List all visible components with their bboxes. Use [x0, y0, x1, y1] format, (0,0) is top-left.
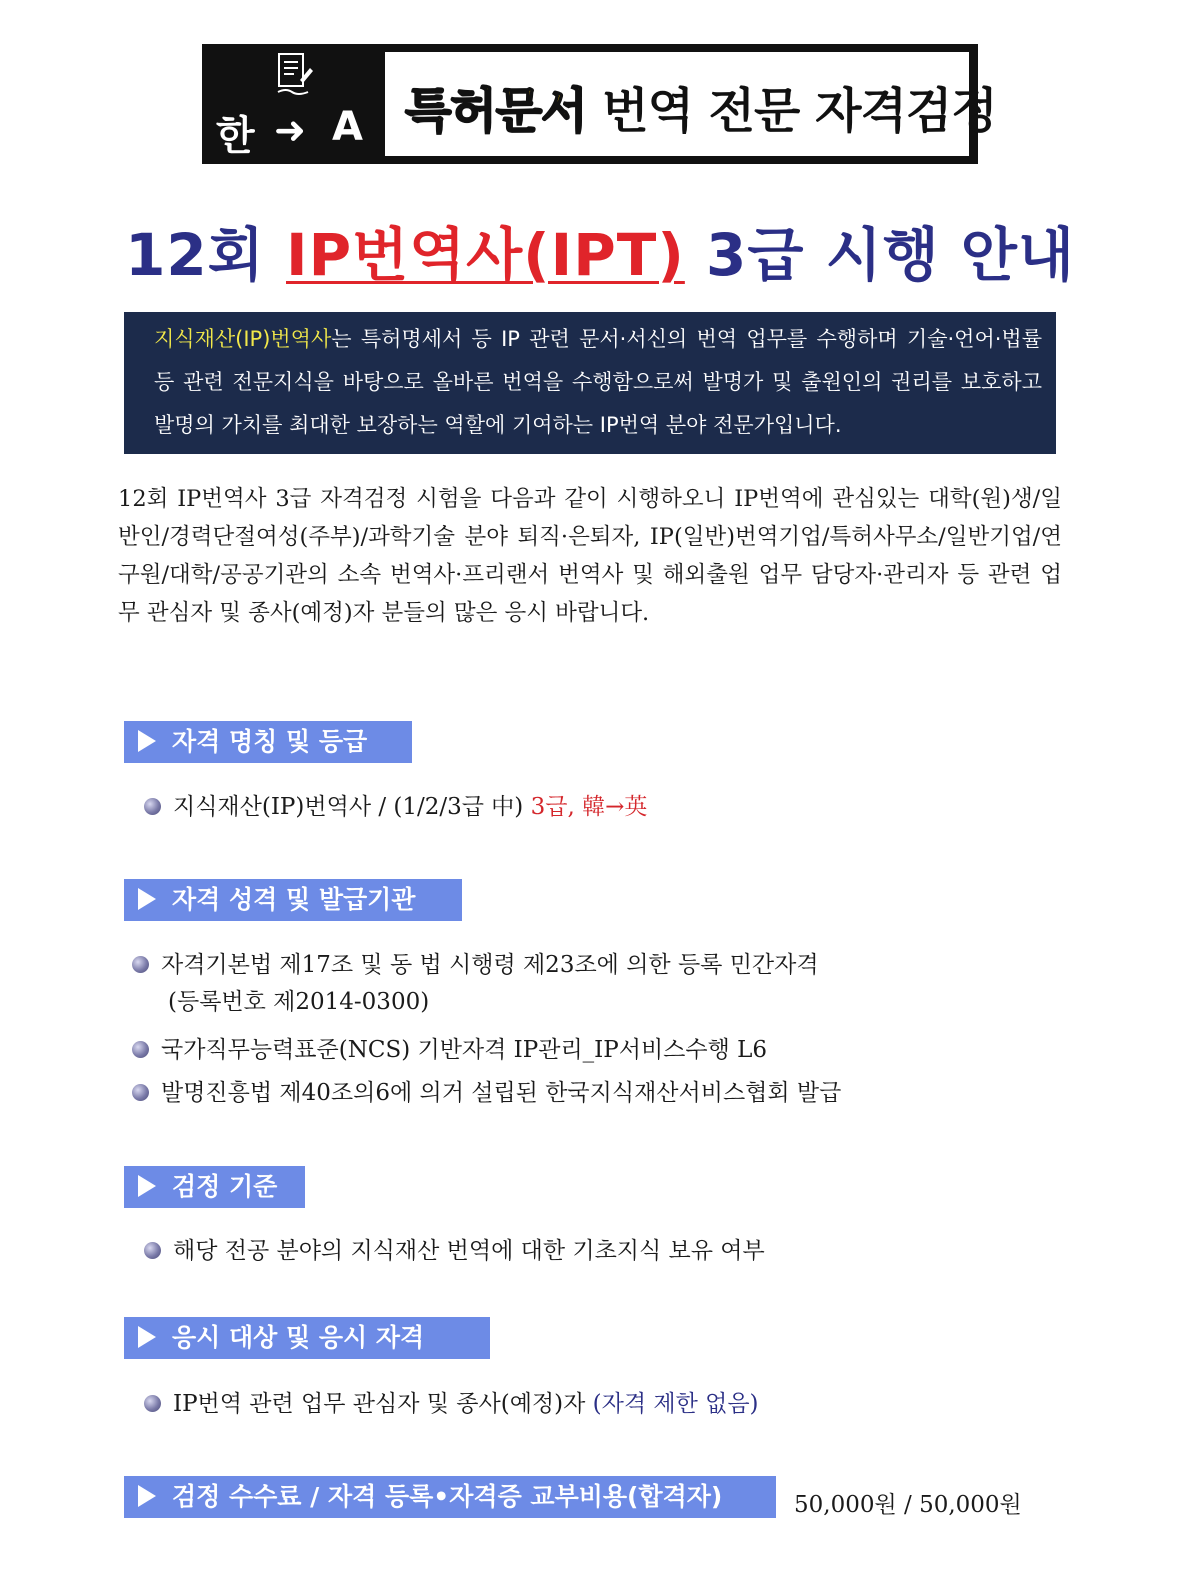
list-item-red-text: 3급, 韓→英	[530, 794, 648, 820]
list-item-text: IP번역 관련 업무 관심자 및 종사(예정)자	[173, 1391, 593, 1417]
banner-title-box	[385, 52, 997, 156]
banner-title-rest: 번역 전문 자격검정	[586, 83, 997, 139]
arrow-right-icon: ➜	[274, 108, 306, 152]
document-pen-icon	[276, 50, 314, 100]
list-item	[144, 1387, 759, 1421]
intro-paragraph: 12회 IP번역사 3급 자격검정 시험을 다음과 같이 시행하오니 IP번역에 관심있는 대학(원)생/일반인/경력단절여성(주부)/과학기술 분야 퇴직·은퇴자, IP(일반)번역기업/특허사무소/일반기업/연구원/대학/공공기관의 소속 번역사·프리랜서 번역사 및 해외출원 업무 담당자·관리자 등 관련 업무 관심자 및 종사(예정)자 분들의 많은 응시 바랍니다.	[118, 486, 1062, 626]
bullet-icon	[132, 956, 149, 973]
page-title-suffix: 3급 시행 안내	[684, 221, 1075, 289]
section-header-label: 자격 성격 및 발급기관	[172, 885, 416, 914]
banner-korean-char: 한	[216, 113, 255, 159]
fee-value: 50,000원 / 50,000원	[794, 1492, 1022, 1518]
bullet-icon	[132, 1084, 149, 1101]
triangle-right-icon	[138, 888, 156, 910]
triangle-right-icon	[138, 730, 156, 752]
page-title-prefix: 12회	[125, 221, 286, 289]
header-banner	[202, 44, 997, 164]
section-header-label: 검정 수수료 / 자격 등록•자격증 교부비용(합격자)	[172, 1482, 723, 1511]
intro-box	[124, 312, 1056, 454]
bullet-icon	[144, 798, 161, 815]
section-header-label: 응시 대상 및 응시 자격	[172, 1323, 425, 1352]
list-item-text: 발명진흥법 제40조의6에 의거 설립된 한국지식재산서비스협회 발급	[161, 1080, 842, 1106]
section-header-eligibility	[124, 1317, 490, 1359]
triangle-right-icon	[138, 1485, 156, 1507]
intro-highlight: 지식재산(IP)번역사	[154, 327, 332, 351]
bullet-icon	[132, 1041, 149, 1058]
section-header-label: 자격 명칭 및 등급	[172, 727, 368, 756]
list-item	[144, 1234, 765, 1268]
banner-title-highlight: 특허문서	[405, 83, 587, 139]
banner-english-char: A	[332, 104, 363, 150]
list-item	[132, 1076, 841, 1110]
triangle-right-icon	[138, 1175, 156, 1197]
triangle-right-icon	[138, 1326, 156, 1348]
page-title	[0, 208, 1200, 292]
list-item	[144, 790, 647, 824]
bullet-icon	[144, 1395, 161, 1412]
section-header-criteria	[124, 1166, 305, 1208]
intro-text: 는 특허명세서 등 IP 관련 문서·서신의 번역 업무를 수행하며 기술·언어·법률 등 관련 전문지식을 바탕으로 올바른 번역을 수행함으로써 발명가 및 출원인의 권리를 보호하고 발명의 가치를 최대한 보장하는 역할에 기여하는 IP번역 분야 전문가입니다.	[154, 327, 1042, 437]
section-header-qualification-nature	[124, 879, 462, 921]
section-header-fee	[124, 1476, 776, 1518]
section-header-label: 검정 기준	[172, 1172, 278, 1201]
list-item	[132, 948, 819, 982]
banner-title	[405, 72, 997, 141]
list-item-text: 지식재산(IP)번역사 / (1/2/3급 中)	[173, 794, 531, 820]
bullet-icon	[144, 1242, 161, 1259]
page-title-highlight: IP번역사(IPT)	[286, 221, 685, 289]
list-item-text: 자격기본법 제17조 및 동 법 시행령 제23조에 의한 등록 민간자격	[161, 952, 819, 978]
list-item-continuation: (등록번호 제2014-0300)	[168, 989, 430, 1015]
section-header-qualification-name	[124, 721, 412, 763]
list-item-text: 국가직무능력표준(NCS) 기반자격 IP관리_IP서비스수행 L6	[161, 1037, 768, 1063]
list-item-blue-text: (자격 제한 없음)	[592, 1391, 759, 1417]
list-item-text: 해당 전공 분야의 지식재산 번역에 대한 기초지식 보유 여부	[173, 1238, 765, 1264]
list-item	[132, 1033, 767, 1067]
